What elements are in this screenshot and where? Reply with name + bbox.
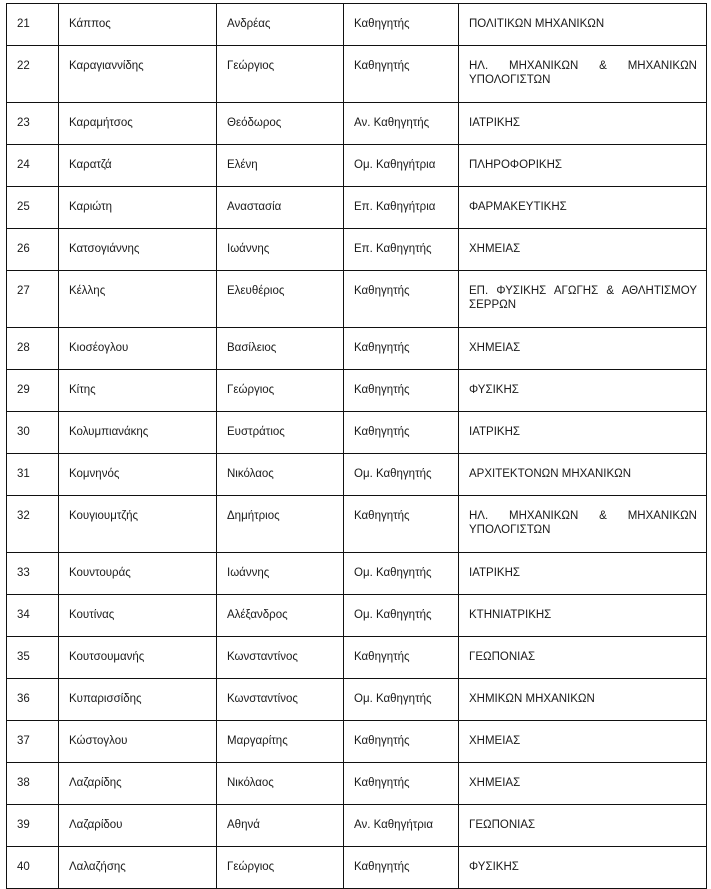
academic-title: Ομ. Καθηγητής <box>344 454 459 496</box>
row-number: 34 <box>7 595 59 637</box>
first-name: Ευστράτιος <box>217 412 344 454</box>
table-row <box>7 187 707 229</box>
first-name: Βασίλειος <box>217 328 344 370</box>
table-row <box>7 145 707 187</box>
first-name: Ιωάννης <box>217 229 344 271</box>
first-name: Κωνσταντίνος <box>217 637 344 679</box>
department: ΠΛΗΡΟΦΟΡΙΚΗΣ <box>459 145 707 187</box>
first-name: Αθηνά <box>217 805 344 847</box>
table-row <box>7 412 707 454</box>
last-name: Καριώτη <box>59 187 217 229</box>
faculty-table <box>6 3 707 889</box>
row-number: 26 <box>7 229 59 271</box>
department: ΦΥΣΙΚΗΣ <box>459 847 707 889</box>
table-row <box>7 271 707 328</box>
department: ΧΗΜΙΚΩΝ ΜΗΧΑΝΙΚΩΝ <box>459 679 707 721</box>
row-number: 22 <box>7 46 59 103</box>
academic-title: Καθηγητής <box>344 328 459 370</box>
department: ΠΟΛΙΤΙΚΩΝ ΜΗΧΑΝΙΚΩΝ <box>459 4 707 46</box>
table-row <box>7 496 707 553</box>
last-name: Καραγιαννίδης <box>59 46 217 103</box>
department: ΦΑΡΜΑΚΕΥΤΙΚΗΣ <box>459 187 707 229</box>
academic-title: Καθηγητής <box>344 412 459 454</box>
last-name: Καρατζά <box>59 145 217 187</box>
row-number: 38 <box>7 763 59 805</box>
row-number: 36 <box>7 679 59 721</box>
first-name: Μαργαρίτης <box>217 721 344 763</box>
row-number: 40 <box>7 847 59 889</box>
table-row <box>7 328 707 370</box>
first-name: Αλέξανδρος <box>217 595 344 637</box>
first-name: Γεώργιος <box>217 370 344 412</box>
last-name: Κώστογλου <box>59 721 217 763</box>
table-row <box>7 679 707 721</box>
last-name: Κιοσέογλου <box>59 328 217 370</box>
row-number: 31 <box>7 454 59 496</box>
academic-title: Ομ. Καθηγητής <box>344 679 459 721</box>
row-number: 32 <box>7 496 59 553</box>
academic-title: Επ. Καθηγητής <box>344 229 459 271</box>
department: ΙΑΤΡΙΚΗΣ <box>459 412 707 454</box>
first-name: Νικόλαος <box>217 454 344 496</box>
row-number: 30 <box>7 412 59 454</box>
first-name: Γεώργιος <box>217 46 344 103</box>
first-name: Ανδρέας <box>217 4 344 46</box>
academic-title: Ομ. Καθηγητής <box>344 553 459 595</box>
academic-title: Ομ. Καθηγητής <box>344 595 459 637</box>
last-name: Λαλαζήσης <box>59 847 217 889</box>
last-name: Λαζαρίδης <box>59 763 217 805</box>
row-number: 37 <box>7 721 59 763</box>
row-number: 24 <box>7 145 59 187</box>
department: ΓΕΩΠΟΝΙΑΣ <box>459 805 707 847</box>
table-row <box>7 553 707 595</box>
last-name: Κομνηνός <box>59 454 217 496</box>
table-row <box>7 595 707 637</box>
first-name: Ιωάννης <box>217 553 344 595</box>
row-number: 39 <box>7 805 59 847</box>
row-number: 25 <box>7 187 59 229</box>
academic-title: Καθηγητής <box>344 637 459 679</box>
department: ΗΛ. ΜΗΧΑΝΙΚΩΝ & ΜΗΧΑΝΙΚΩΝ ΥΠΟΛΟΓΙΣΤΩΝ <box>459 496 707 553</box>
academic-title: Ομ. Καθηγήτρια <box>344 145 459 187</box>
department: ΚΤΗΝΙΑΤΡΙΚΗΣ <box>459 595 707 637</box>
row-number: 33 <box>7 553 59 595</box>
row-number: 21 <box>7 4 59 46</box>
last-name: Κίτης <box>59 370 217 412</box>
department: ΓΕΩΠΟΝΙΑΣ <box>459 637 707 679</box>
academic-title: Καθηγητής <box>344 4 459 46</box>
last-name: Καραμήτσος <box>59 103 217 145</box>
last-name: Κουτίνας <box>59 595 217 637</box>
last-name: Λαζαρίδου <box>59 805 217 847</box>
last-name: Κέλλης <box>59 271 217 328</box>
department: ΗΛ. ΜΗΧΑΝΙΚΩΝ & ΜΗΧΑΝΙΚΩΝ ΥΠΟΛΟΓΙΣΤΩΝ <box>459 46 707 103</box>
first-name: Γεώργιος <box>217 847 344 889</box>
academic-title: Καθηγητής <box>344 271 459 328</box>
table-row <box>7 454 707 496</box>
row-number: 23 <box>7 103 59 145</box>
table-row <box>7 370 707 412</box>
last-name: Κατσογιάννης <box>59 229 217 271</box>
department: ΧΗΜΕΙΑΣ <box>459 328 707 370</box>
academic-title: Καθηγητής <box>344 370 459 412</box>
academic-title: Αν. Καθηγητής <box>344 103 459 145</box>
first-name: Κωνσταντίνος <box>217 679 344 721</box>
academic-title: Καθηγητής <box>344 847 459 889</box>
last-name: Κυπαρισσίδης <box>59 679 217 721</box>
table-row <box>7 721 707 763</box>
table-row <box>7 847 707 889</box>
department: ΙΑΤΡΙΚΗΣ <box>459 103 707 145</box>
academic-title: Καθηγητής <box>344 46 459 103</box>
department: ΑΡΧΙΤΕΚΤΟΝΩΝ ΜΗΧΑΝΙΚΩΝ <box>459 454 707 496</box>
first-name: Αναστασία <box>217 187 344 229</box>
academic-title: Καθηγητής <box>344 496 459 553</box>
table-row <box>7 763 707 805</box>
first-name: Νικόλαος <box>217 763 344 805</box>
table-row <box>7 637 707 679</box>
first-name: Ελένη <box>217 145 344 187</box>
academic-title: Επ. Καθηγήτρια <box>344 187 459 229</box>
table-row <box>7 229 707 271</box>
row-number: 29 <box>7 370 59 412</box>
last-name: Κάππος <box>59 4 217 46</box>
department: ΕΠ. ΦΥΣΙΚΗΣ ΑΓΩΓΗΣ & ΑΘΛΗΤΙΣΜΟΥ ΣΕΡΡΩΝ <box>459 271 707 328</box>
row-number: 35 <box>7 637 59 679</box>
academic-title: Καθηγητής <box>344 763 459 805</box>
last-name: Κουτσουμανής <box>59 637 217 679</box>
last-name: Κουντουράς <box>59 553 217 595</box>
table-row <box>7 46 707 103</box>
table-row <box>7 103 707 145</box>
last-name: Κουγιουμτζής <box>59 496 217 553</box>
department: ΧΗΜΕΙΑΣ <box>459 763 707 805</box>
first-name: Δημήτριος <box>217 496 344 553</box>
row-number: 28 <box>7 328 59 370</box>
row-number: 27 <box>7 271 59 328</box>
table-row <box>7 805 707 847</box>
first-name: Θεόδωρος <box>217 103 344 145</box>
department: ΦΥΣΙΚΗΣ <box>459 370 707 412</box>
department: ΧΗΜΕΙΑΣ <box>459 229 707 271</box>
table-row <box>7 4 707 46</box>
last-name: Κολυμπιανάκης <box>59 412 217 454</box>
department: ΧΗΜΕΙΑΣ <box>459 721 707 763</box>
first-name: Ελευθέριος <box>217 271 344 328</box>
academic-title: Αν. Καθηγήτρια <box>344 805 459 847</box>
department: ΙΑΤΡΙΚΗΣ <box>459 553 707 595</box>
academic-title: Καθηγητής <box>344 721 459 763</box>
faculty-table-body <box>7 4 707 889</box>
